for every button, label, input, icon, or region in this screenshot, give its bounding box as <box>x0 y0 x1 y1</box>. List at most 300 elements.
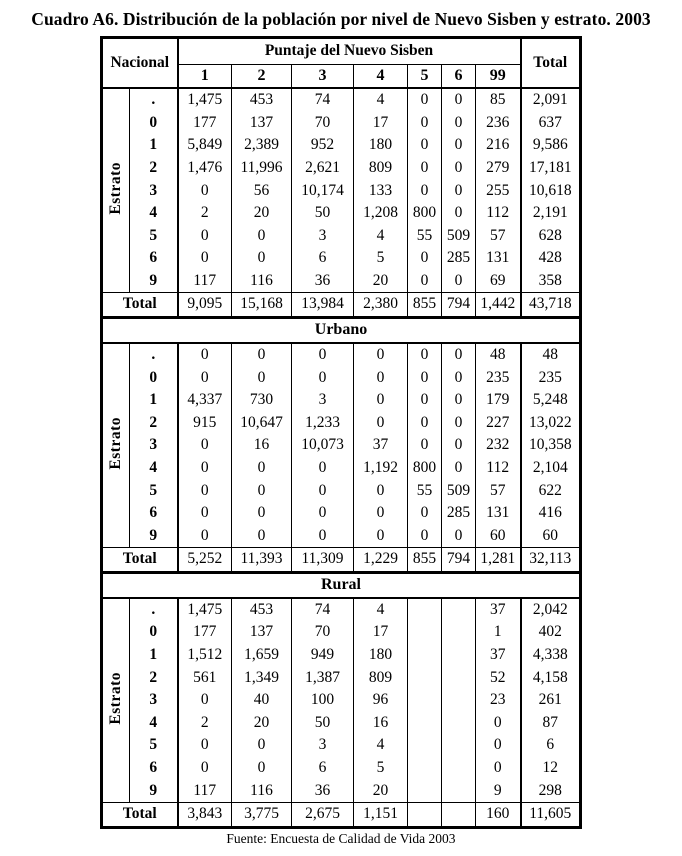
total-value-cell: 2,675 <box>292 803 354 828</box>
value-cell: 4 <box>354 88 408 112</box>
value-cell: 232 <box>476 434 521 457</box>
value-cell: 0 <box>178 366 232 389</box>
row-label: 1 <box>130 644 178 667</box>
row-label: . <box>130 343 178 367</box>
value-cell: 0 <box>476 734 521 757</box>
table-row <box>102 502 581 525</box>
total-value-cell: 1,151 <box>354 803 408 828</box>
value-cell <box>408 666 442 689</box>
total-value-cell: 1,281 <box>476 548 521 573</box>
value-cell: 85 <box>476 88 521 112</box>
table-row <box>102 225 581 248</box>
value-cell: 112 <box>476 202 521 225</box>
table-row <box>102 712 581 735</box>
value-cell: 137 <box>232 112 292 135</box>
value-cell: 0 <box>178 689 232 712</box>
value-cell <box>408 712 442 735</box>
value-cell: 0 <box>354 343 408 367</box>
header-total-label: Total <box>521 38 581 89</box>
value-cell: 0 <box>232 734 292 757</box>
header-region-label: Nacional <box>102 38 178 89</box>
table-body <box>102 88 581 827</box>
value-cell: 0 <box>408 502 442 525</box>
value-cell: 37 <box>476 598 521 622</box>
value-cell: 0 <box>408 343 442 367</box>
value-cell <box>442 666 476 689</box>
row-label: 5 <box>130 479 178 502</box>
row-label: 1 <box>130 389 178 412</box>
value-cell: 0 <box>442 343 476 367</box>
value-cell: 0 <box>292 525 354 548</box>
value-cell: 116 <box>232 270 292 293</box>
total-row-label: Total <box>102 293 178 318</box>
value-cell <box>442 621 476 644</box>
row-total-cell: 2,091 <box>521 88 581 112</box>
value-cell: 3 <box>292 734 354 757</box>
row-total-cell: 60 <box>521 525 581 548</box>
row-label: 9 <box>130 525 178 548</box>
value-cell: 10,174 <box>292 179 354 202</box>
header-score-col: 6 <box>442 65 476 89</box>
value-cell: 561 <box>178 666 232 689</box>
value-cell: 730 <box>232 389 292 412</box>
value-cell: 0 <box>408 434 442 457</box>
value-cell: 0 <box>292 479 354 502</box>
value-cell: 36 <box>292 270 354 293</box>
row-total-cell: 9,586 <box>521 134 581 157</box>
value-cell: 55 <box>408 479 442 502</box>
value-cell: 0 <box>232 457 292 480</box>
total-value-cell: 160 <box>476 803 521 828</box>
value-cell: 0 <box>408 88 442 112</box>
value-cell: 0 <box>178 225 232 248</box>
value-cell: 37 <box>476 644 521 667</box>
value-cell: 20 <box>354 779 408 802</box>
value-cell: 0 <box>232 225 292 248</box>
value-cell: 0 <box>232 366 292 389</box>
row-label: 3 <box>130 689 178 712</box>
value-cell: 137 <box>232 621 292 644</box>
value-cell: 2 <box>178 712 232 735</box>
row-label: 0 <box>130 112 178 135</box>
value-cell: 177 <box>178 112 232 135</box>
table-row <box>102 734 581 757</box>
row-label: 3 <box>130 434 178 457</box>
total-value-cell: 3,843 <box>178 803 232 828</box>
value-cell: 5,849 <box>178 134 232 157</box>
header-score-col: 4 <box>354 65 408 89</box>
row-total-cell: 87 <box>521 712 581 735</box>
value-cell: 0 <box>178 457 232 480</box>
row-label: . <box>130 598 178 622</box>
table-row <box>102 247 581 270</box>
row-total-cell: 5,248 <box>521 389 581 412</box>
estrato-side-label <box>102 88 130 293</box>
value-cell: 0 <box>178 247 232 270</box>
value-cell <box>442 644 476 667</box>
value-cell: 0 <box>178 525 232 548</box>
value-cell: 5 <box>354 757 408 780</box>
value-cell: 0 <box>232 757 292 780</box>
value-cell: 70 <box>292 621 354 644</box>
value-cell: 0 <box>442 134 476 157</box>
value-cell: 116 <box>232 779 292 802</box>
value-cell: 100 <box>292 689 354 712</box>
total-value-cell: 11,393 <box>232 548 292 573</box>
value-cell <box>408 734 442 757</box>
value-cell: 285 <box>442 502 476 525</box>
value-cell <box>408 689 442 712</box>
value-cell: 0 <box>442 457 476 480</box>
value-cell: 1,512 <box>178 644 232 667</box>
value-cell: 1,475 <box>178 598 232 622</box>
value-cell: 17 <box>354 112 408 135</box>
value-cell: 40 <box>232 689 292 712</box>
value-cell: 57 <box>476 225 521 248</box>
row-total-cell: 298 <box>521 779 581 802</box>
row-total-cell: 2,191 <box>521 202 581 225</box>
section-title-row <box>102 317 581 343</box>
table-header <box>102 38 581 89</box>
value-cell: 117 <box>178 270 232 293</box>
value-cell: 0 <box>178 479 232 502</box>
value-cell: 227 <box>476 412 521 435</box>
row-label: 2 <box>130 157 178 180</box>
value-cell: 0 <box>442 525 476 548</box>
value-cell: 0 <box>408 366 442 389</box>
row-label: 6 <box>130 757 178 780</box>
table-row <box>102 621 581 644</box>
value-cell: 0 <box>442 202 476 225</box>
value-cell: 0 <box>354 525 408 548</box>
value-cell: 11,996 <box>232 157 292 180</box>
value-cell: 0 <box>442 112 476 135</box>
value-cell: 50 <box>292 202 354 225</box>
row-label: . <box>130 88 178 112</box>
value-cell: 0 <box>408 270 442 293</box>
value-cell: 10,647 <box>232 412 292 435</box>
header-score-col: 2 <box>232 65 292 89</box>
value-cell <box>442 689 476 712</box>
value-cell: 56 <box>232 179 292 202</box>
table-row <box>102 202 581 225</box>
total-value-cell: 3,775 <box>232 803 292 828</box>
row-label: 1 <box>130 134 178 157</box>
table-row <box>102 270 581 293</box>
value-cell: 0 <box>408 134 442 157</box>
value-cell: 1,208 <box>354 202 408 225</box>
table-row <box>102 389 581 412</box>
value-cell: 0 <box>232 343 292 367</box>
table-row <box>102 644 581 667</box>
total-value-cell: 1,229 <box>354 548 408 573</box>
value-cell: 0 <box>232 525 292 548</box>
value-cell: 1,233 <box>292 412 354 435</box>
value-cell: 52 <box>476 666 521 689</box>
estrato-side-label <box>102 598 130 803</box>
value-cell: 179 <box>476 389 521 412</box>
value-cell: 0 <box>292 502 354 525</box>
row-label: 4 <box>130 712 178 735</box>
row-label: 9 <box>130 779 178 802</box>
value-cell: 0 <box>408 157 442 180</box>
value-cell: 453 <box>232 88 292 112</box>
value-cell: 70 <box>292 112 354 135</box>
value-cell <box>442 598 476 622</box>
value-cell: 0 <box>178 502 232 525</box>
value-cell: 0 <box>292 457 354 480</box>
header-group-label: Puntaje del Nuevo Sisben <box>178 38 521 65</box>
total-value-cell: 794 <box>442 293 476 318</box>
value-cell: 0 <box>442 412 476 435</box>
header-score-col: 99 <box>476 65 521 89</box>
total-value-cell <box>408 803 442 828</box>
value-cell: 0 <box>292 366 354 389</box>
value-cell <box>442 757 476 780</box>
table-row <box>102 457 581 480</box>
value-cell: 36 <box>292 779 354 802</box>
value-cell: 0 <box>232 502 292 525</box>
value-cell: 279 <box>476 157 521 180</box>
estrato-vertical-text: Estrato <box>106 417 124 470</box>
row-total-cell: 10,358 <box>521 434 581 457</box>
value-cell: 20 <box>354 270 408 293</box>
value-cell: 509 <box>442 225 476 248</box>
value-cell <box>408 644 442 667</box>
value-cell: 131 <box>476 502 521 525</box>
value-cell: 1,387 <box>292 666 354 689</box>
value-cell: 50 <box>292 712 354 735</box>
value-cell: 131 <box>476 247 521 270</box>
value-cell: 0 <box>408 247 442 270</box>
value-cell: 2,621 <box>292 157 354 180</box>
value-cell: 57 <box>476 479 521 502</box>
value-cell: 0 <box>408 525 442 548</box>
row-total-cell: 637 <box>521 112 581 135</box>
table-row <box>102 134 581 157</box>
value-cell: 0 <box>476 757 521 780</box>
value-cell: 177 <box>178 621 232 644</box>
value-cell: 2,389 <box>232 134 292 157</box>
estrato-side-label <box>102 343 130 548</box>
value-cell: 0 <box>178 734 232 757</box>
value-cell: 0 <box>232 247 292 270</box>
table-row <box>102 434 581 457</box>
row-label: 6 <box>130 247 178 270</box>
row-total-cell: 416 <box>521 502 581 525</box>
table-row <box>102 779 581 802</box>
row-total-cell: 628 <box>521 225 581 248</box>
row-total-cell: 2,104 <box>521 457 581 480</box>
value-cell: 952 <box>292 134 354 157</box>
value-cell: 915 <box>178 412 232 435</box>
value-cell: 0 <box>442 434 476 457</box>
total-value-cell: 5,252 <box>178 548 232 573</box>
value-cell <box>408 779 442 802</box>
value-cell: 10,073 <box>292 434 354 457</box>
value-cell: 60 <box>476 525 521 548</box>
value-cell: 0 <box>232 479 292 502</box>
table-row <box>102 157 581 180</box>
row-total-cell: 2,042 <box>521 598 581 622</box>
value-cell: 6 <box>292 247 354 270</box>
table-row <box>102 179 581 202</box>
total-value-cell <box>442 803 476 828</box>
value-cell: 236 <box>476 112 521 135</box>
table-row <box>102 88 581 112</box>
total-row-label: Total <box>102 548 178 573</box>
row-label: 5 <box>130 225 178 248</box>
total-value-cell: 1,442 <box>476 293 521 318</box>
value-cell: 285 <box>442 247 476 270</box>
row-label: 0 <box>130 366 178 389</box>
value-cell <box>408 621 442 644</box>
table-row <box>102 412 581 435</box>
total-value-cell: 855 <box>408 293 442 318</box>
value-cell: 133 <box>354 179 408 202</box>
value-cell: 0 <box>178 757 232 780</box>
value-cell: 0 <box>442 179 476 202</box>
value-cell: 809 <box>354 666 408 689</box>
value-cell <box>408 598 442 622</box>
value-cell: 255 <box>476 179 521 202</box>
value-cell: 6 <box>292 757 354 780</box>
value-cell: 4 <box>354 225 408 248</box>
value-cell: 235 <box>476 366 521 389</box>
section-title: Rural <box>102 572 581 598</box>
value-cell: 0 <box>408 179 442 202</box>
value-cell: 509 <box>442 479 476 502</box>
value-cell <box>442 734 476 757</box>
estrato-vertical-text: Estrato <box>106 671 124 725</box>
row-total-cell: 261 <box>521 689 581 712</box>
value-cell: 20 <box>232 202 292 225</box>
table-row <box>102 598 581 622</box>
value-cell: 48 <box>476 343 521 367</box>
value-cell: 0 <box>408 389 442 412</box>
table-row <box>102 112 581 135</box>
row-total-cell: 358 <box>521 270 581 293</box>
value-cell: 4 <box>354 734 408 757</box>
row-label: 6 <box>130 502 178 525</box>
value-cell: 0 <box>178 343 232 367</box>
row-label: 4 <box>130 457 178 480</box>
value-cell: 3 <box>292 225 354 248</box>
value-cell: 23 <box>476 689 521 712</box>
value-cell: 1,192 <box>354 457 408 480</box>
table-row <box>102 666 581 689</box>
value-cell: 16 <box>354 712 408 735</box>
value-cell: 0 <box>442 389 476 412</box>
row-total-cell: 428 <box>521 247 581 270</box>
value-cell: 1,349 <box>232 666 292 689</box>
value-cell <box>442 712 476 735</box>
source-note: Fuente: Encuesta de Calidad de Vida 2003 <box>226 830 456 846</box>
value-cell <box>442 779 476 802</box>
value-cell: 5 <box>354 247 408 270</box>
value-cell: 20 <box>232 712 292 735</box>
value-cell: 0 <box>408 112 442 135</box>
table-row <box>102 366 581 389</box>
table-row <box>102 525 581 548</box>
value-cell: 96 <box>354 689 408 712</box>
section-total-row <box>102 803 581 828</box>
value-cell: 1,476 <box>178 157 232 180</box>
value-cell: 37 <box>354 434 408 457</box>
value-cell: 112 <box>476 457 521 480</box>
table-row <box>102 757 581 780</box>
grand-total-cell: 32,113 <box>521 548 581 573</box>
total-value-cell: 855 <box>408 548 442 573</box>
row-total-cell: 235 <box>521 366 581 389</box>
total-row-label: Total <box>102 803 178 828</box>
value-cell: 809 <box>354 157 408 180</box>
value-cell: 0 <box>178 179 232 202</box>
total-value-cell: 15,168 <box>232 293 292 318</box>
total-value-cell: 2,380 <box>354 293 408 318</box>
total-value-cell: 9,095 <box>178 293 232 318</box>
value-cell: 55 <box>408 225 442 248</box>
row-label: 0 <box>130 621 178 644</box>
value-cell: 4,337 <box>178 389 232 412</box>
value-cell: 16 <box>232 434 292 457</box>
row-label: 2 <box>130 412 178 435</box>
sisben-distribution-table <box>100 36 582 829</box>
grand-total-cell: 43,718 <box>521 293 581 318</box>
value-cell: 0 <box>408 412 442 435</box>
row-label: 5 <box>130 734 178 757</box>
value-cell: 0 <box>354 502 408 525</box>
row-label: 4 <box>130 202 178 225</box>
value-cell: 4 <box>354 598 408 622</box>
row-total-cell: 48 <box>521 343 581 367</box>
row-label: 9 <box>130 270 178 293</box>
section-total-row <box>102 548 581 573</box>
value-cell: 0 <box>178 434 232 457</box>
value-cell: 180 <box>354 134 408 157</box>
row-total-cell: 12 <box>521 757 581 780</box>
row-total-cell: 6 <box>521 734 581 757</box>
table-row <box>102 479 581 502</box>
value-cell: 74 <box>292 88 354 112</box>
total-value-cell: 794 <box>442 548 476 573</box>
table-title: Cuadro A6. Distribución de la población por nivel de Nuevo Sisben y estrato. 2003 <box>31 9 651 29</box>
value-cell: 69 <box>476 270 521 293</box>
value-cell: 800 <box>408 202 442 225</box>
value-cell: 2 <box>178 202 232 225</box>
table-row <box>102 343 581 367</box>
value-cell: 0 <box>354 366 408 389</box>
value-cell: 216 <box>476 134 521 157</box>
value-cell: 1,475 <box>178 88 232 112</box>
row-total-cell: 4,158 <box>521 666 581 689</box>
row-total-cell: 4,338 <box>521 644 581 667</box>
value-cell: 17 <box>354 621 408 644</box>
total-value-cell: 13,984 <box>292 293 354 318</box>
value-cell: 949 <box>292 644 354 667</box>
row-total-cell: 13,022 <box>521 412 581 435</box>
value-cell: 0 <box>442 270 476 293</box>
table-row <box>102 689 581 712</box>
value-cell: 0 <box>354 389 408 412</box>
row-total-cell: 402 <box>521 621 581 644</box>
row-total-cell: 622 <box>521 479 581 502</box>
header-score-col: 1 <box>178 65 232 89</box>
header-score-col: 5 <box>408 65 442 89</box>
section-title-row <box>102 572 581 598</box>
value-cell: 74 <box>292 598 354 622</box>
section-title: Urbano <box>102 317 581 343</box>
